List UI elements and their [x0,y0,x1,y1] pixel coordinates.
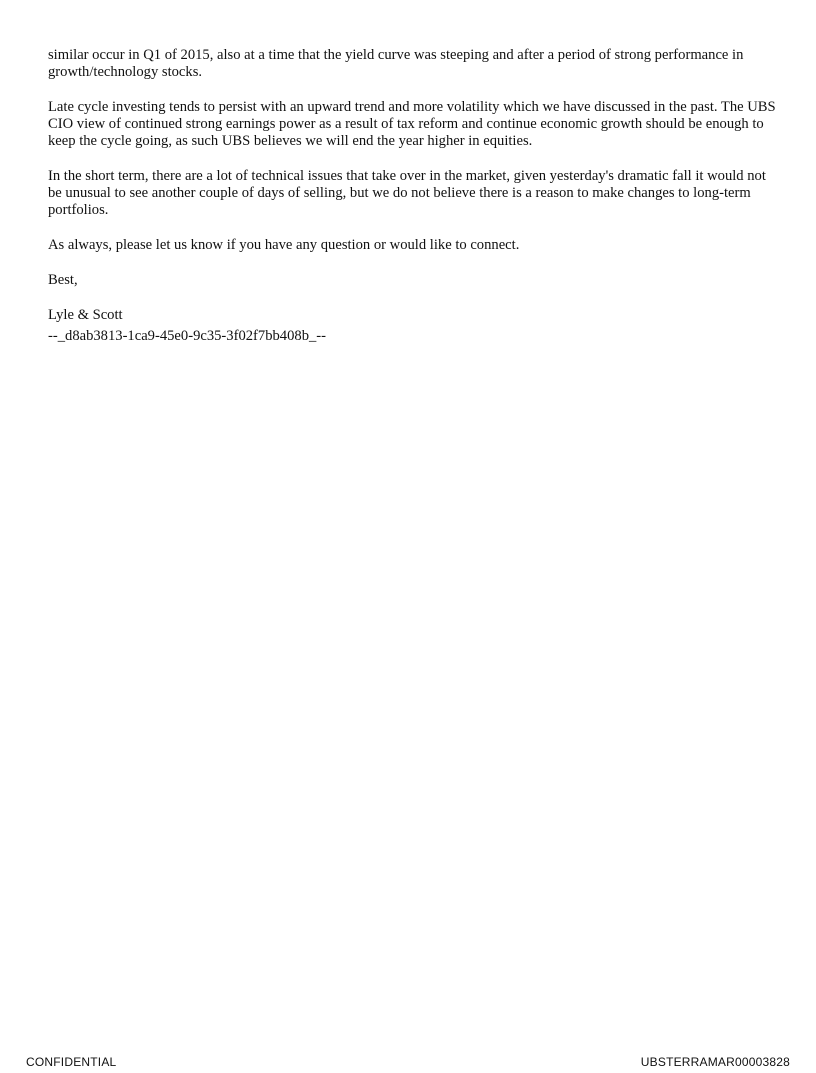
sign-off: Best, [48,272,78,288]
paragraph-yield-curve: similar occur in Q1 of 2015, also at a time that the yield curve was steeping and after a period of strong performance in growth/technology stocks. [48,47,744,80]
paragraph-late-cycle: Late cycle investing tends to persist with an upward trend and more volatility which we have discussed in the past. The UBS CIO view of continued strong earnings power as a result of tax reform and continue economic growth should be enough to keep the cycle going, as such UBS believes we will end the year higher in equities. [48,99,776,149]
paragraph-short-term: In the short term, there are a lot of technical issues that take over in the market, given yesterday's dramatic fall it would not be unusual to see another couple of days of selling, but we do not believe there is a reason to make changes to long-term portfolios. [48,168,766,218]
email-body [48,47,778,345]
mime-boundary: --_d8ab3813-1ca9-45e0-9c35-3f02f7bb408b_-- [48,328,327,344]
confidential-label: CONFIDENTIAL [26,1055,117,1069]
bates-number: UBSTERRAMAR00003828 [640,1055,790,1069]
paragraph-closing: As always, please let us know if you have any question or would like to connect. [48,237,520,253]
signature: Lyle & Scott [48,307,123,323]
